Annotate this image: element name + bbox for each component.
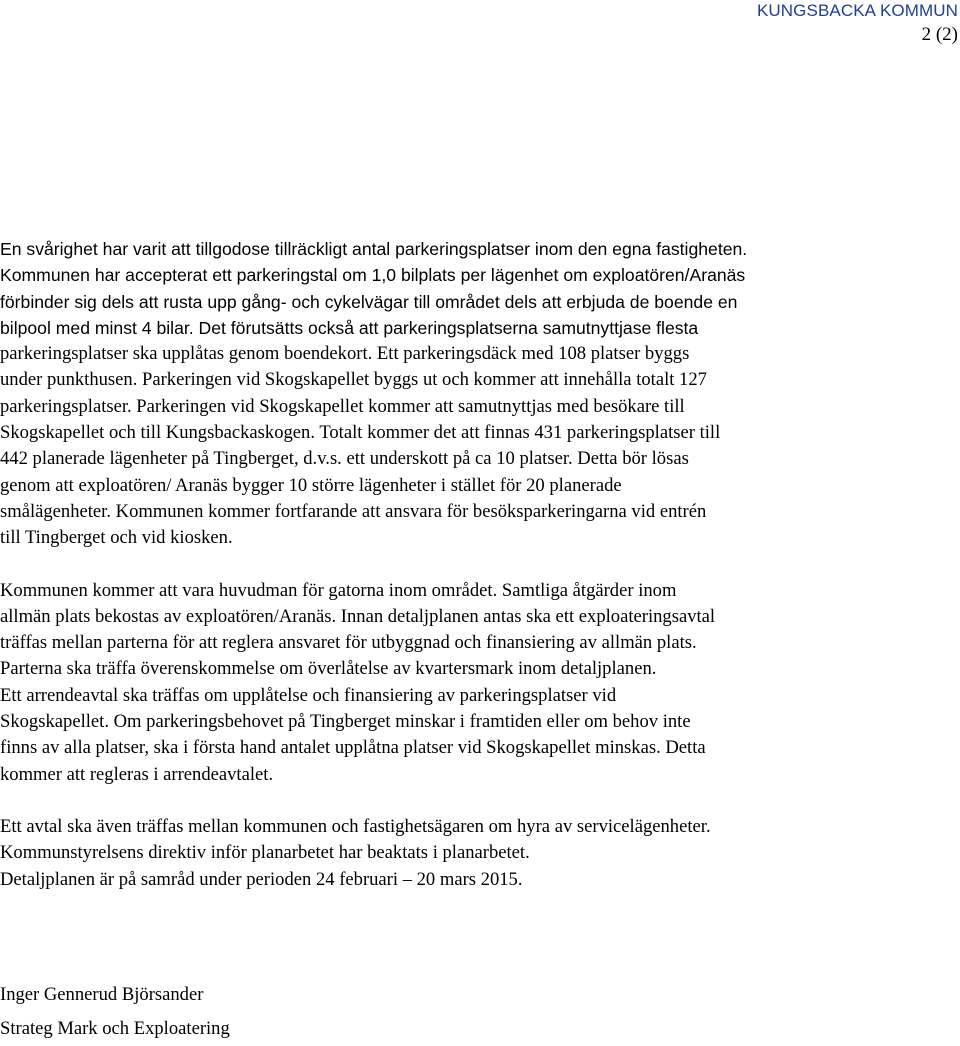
page-number: 2 (2) — [921, 24, 958, 45]
text-line: Ett avtal ska även träffas mellan kommunen och fastighetsägaren om hyra av servicelägenheter. — [0, 815, 711, 837]
text-line: under punkthusen. Parkeringen vid Skogskapellet byggs ut och kommer att innehålla totalt 127 — [0, 369, 707, 391]
text-line: finns av alla platser, ska i första hand antalet upplåtna platser vid Skogskapellet minskas. Detta — [0, 737, 706, 759]
paragraph-parking — [0, 236, 958, 552]
text-line: parkeringsplatser. Parkeringen vid Skogskapellet kommer att samutnyttjas med besökare till — [0, 395, 685, 417]
signature-block — [0, 978, 230, 1046]
paragraph-spacer — [0, 788, 958, 814]
page-header — [757, 0, 958, 46]
text-line: träffas mellan parterna för att reglera ansvaret för utbyggnad och finansiering av allmän plats. — [0, 632, 697, 654]
text-line: Detaljplanen är på samråd under perioden 24 februari – 20 mars 2015. — [0, 868, 523, 890]
paragraph-spacer — [0, 552, 958, 578]
document-body — [0, 236, 958, 893]
text-line: Kommunen kommer att vara huvudman för gatorna inom området. Samtliga åtgärder inom — [0, 579, 677, 601]
text-line: kommer att regleras i arrendeavtalet. — [0, 763, 274, 785]
text-line: till Tingberget och vid kiosken. — [0, 527, 233, 549]
text-line: Ett arrendeavtal ska träffas om upplåtelse och finansiering av parkeringsplatser vid — [0, 684, 617, 706]
text-line: Parterna ska träffa överenskommelse om överlåtelse av kvartersmark inom detaljplanen. — [0, 658, 657, 680]
signatory-title: Strateg Mark och Exploatering — [0, 1018, 230, 1039]
text-line: Kommunen har accepterat ett parkeringstal om 1,0 bilplats per lägenhet om exploatören/Aranäs — [0, 265, 746, 286]
text-line: genom att exploatören/ Aranäs bygger 10 större lägenheter i stället för 20 planerade — [0, 474, 622, 496]
text-line: 442 planerade lägenheter på Tingberget, d.v.s. ett underskott på ca 10 platser. Detta bör lösas — [0, 448, 689, 470]
text-line: En svårighet har varit att tillgodose tillräckligt antal parkeringsplatser inom den egna fastigheten. — [0, 239, 748, 259]
paragraph-agreements — [0, 578, 958, 788]
signatory-name: Inger Gennerud Björsander — [0, 984, 204, 1005]
paragraph-consultation — [0, 814, 958, 893]
text-line: allmän plats bekostas av exploatören/Aranäs. Innan detaljplanen antas ska ett exploateringsavtal — [0, 605, 716, 627]
text-line: Kommunstyrelsens direktiv inför planarbetet har beaktats i planarbetet. — [0, 842, 530, 864]
text-line: Skogskapellet. Om parkeringsbehovet på Tingberget minskar i framtiden eller om behov inte — [0, 711, 691, 733]
text-line: förbinder sig dels att rusta upp gång- och cykelvägar till området dels att erbjuda de boende en — [0, 291, 738, 312]
organization-name: KUNGSBACKA KOMMUN — [756, 1, 958, 20]
text-line: bilpool med minst 4 bilar. Det förutsätts också att parkeringsplatserna samutnyttjase flesta — [0, 317, 699, 338]
text-line: Skogskapellet och till Kungsbackaskogen. Totalt kommer det att finnas 431 parkeringsplatser till — [0, 422, 721, 444]
text-line: smålägenheter. Kommunen kommer fortfarande att ansvara för besöksparkeringarna vid entrén — [0, 500, 707, 522]
text-line: parkeringsplatser ska upplåtas genom boendekort. Ett parkeringsdäck med 108 platser byggs — [0, 343, 690, 365]
